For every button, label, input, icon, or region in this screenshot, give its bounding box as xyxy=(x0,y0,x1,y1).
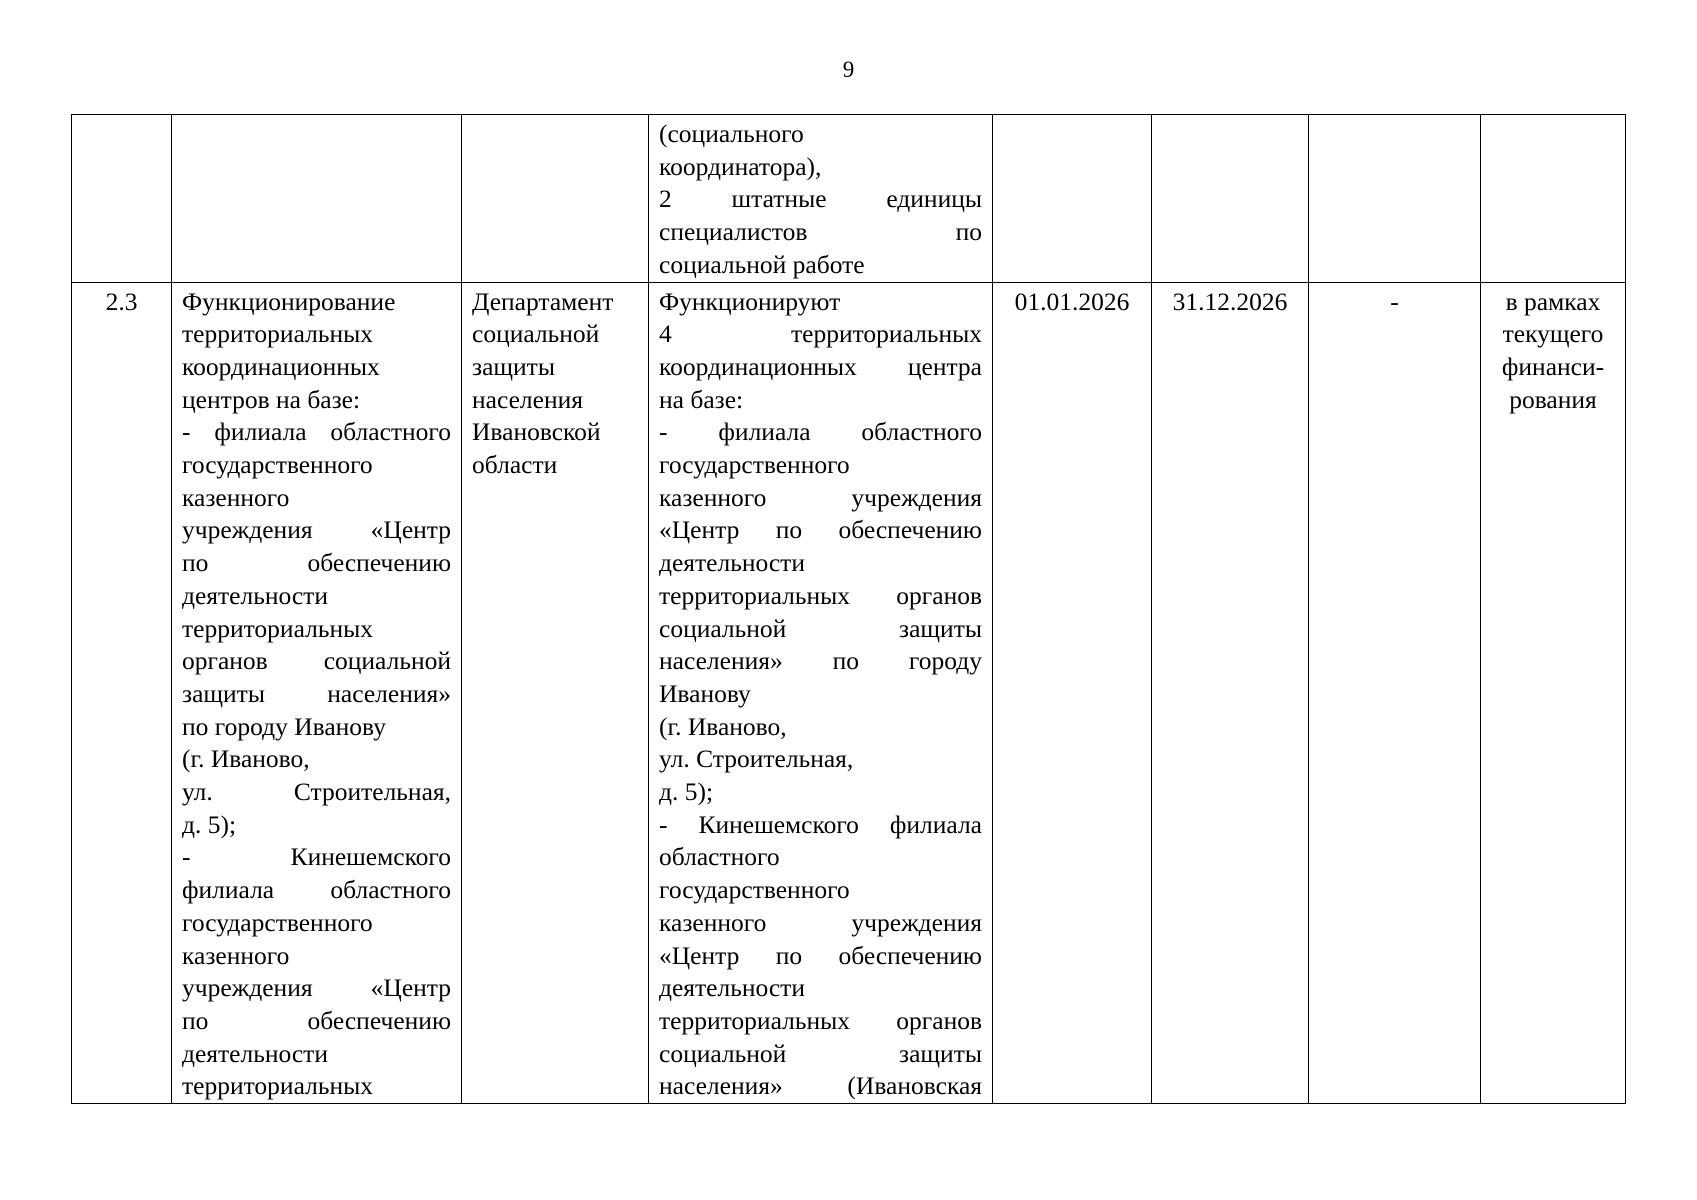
text-line: (социального xyxy=(659,119,804,148)
text-line: защиты населения» xyxy=(182,678,451,708)
text-line: специалистов по xyxy=(659,217,982,247)
table-row xyxy=(72,115,1626,283)
cell-funding-amount: - xyxy=(1309,282,1481,1104)
text-line: государственного xyxy=(182,907,373,937)
cell-result xyxy=(649,115,993,283)
cell-end-date: 31.12.2026 xyxy=(1152,282,1309,1104)
text-line: д. 5); xyxy=(659,777,714,807)
text-line: Функционирование xyxy=(182,286,396,316)
text-line: ул. Строительная, xyxy=(659,744,854,774)
text-line: территориальных xyxy=(182,613,373,643)
text-line: Ивановской xyxy=(472,417,601,447)
text-line: областного xyxy=(659,842,780,872)
text-line: по городу Иванову xyxy=(182,711,386,741)
text-line: области xyxy=(472,450,558,480)
text-line: «Центр по обеспечению xyxy=(659,515,982,545)
cell-result xyxy=(649,282,993,1104)
text-line: социальной xyxy=(472,319,600,349)
text-line: ул. Строительная, xyxy=(182,777,451,807)
text-line: на базе: xyxy=(659,384,744,414)
text-line: учреждения «Центр xyxy=(182,515,451,545)
document-table xyxy=(71,114,1626,1104)
text-line: (г. Иваново, xyxy=(659,711,787,741)
cell-end-date xyxy=(1152,115,1309,283)
text-line: координационных центра xyxy=(659,351,982,381)
cell-start-date: 01.01.2026 xyxy=(993,282,1152,1104)
text-line: государственного xyxy=(182,450,373,480)
text-line: казенного учреждения xyxy=(659,482,982,512)
text-line: финанси- xyxy=(1501,351,1605,381)
text-line: Иванову xyxy=(659,678,751,708)
text-line: «Центр по обеспечению xyxy=(659,940,982,970)
cell-number xyxy=(72,115,172,283)
text-line: населения xyxy=(472,384,583,414)
text-line: государственного xyxy=(659,450,850,480)
text-line: - филиала областного xyxy=(659,417,982,447)
text-line: 2 штатные единицы xyxy=(659,184,982,214)
text-line: по обеспечению xyxy=(182,548,451,578)
text-line: в рамках xyxy=(1505,286,1601,316)
text-line: территориальных органов xyxy=(659,580,982,610)
text-line: населения» (Ивановская xyxy=(659,1071,982,1101)
text-line: - Кинешемского xyxy=(182,842,451,872)
text-line: казенного xyxy=(182,482,290,512)
text-line: деятельности xyxy=(659,548,805,578)
cell-number: 2.3 xyxy=(72,282,172,1104)
cell-executor xyxy=(462,282,649,1104)
text-line: 4 территориальных xyxy=(659,319,982,349)
text-line: Департамент xyxy=(472,286,614,316)
cell-executor xyxy=(462,115,649,283)
cell-name xyxy=(172,282,462,1104)
text-line: деятельности xyxy=(182,580,328,610)
text-line: - филиала областного xyxy=(182,417,451,447)
text-line: социальной работе xyxy=(659,249,865,279)
text-line: государственного xyxy=(659,875,850,905)
text-line: по обеспечению xyxy=(182,1005,451,1035)
cell-start-date xyxy=(993,115,1152,283)
cell-funding-source xyxy=(1481,282,1626,1104)
text-line: казенного xyxy=(182,940,290,970)
text-line: (г. Иваново, xyxy=(182,744,310,774)
cell-funding-source xyxy=(1481,115,1626,283)
text-line: деятельности xyxy=(659,973,805,1003)
text-line: защиты xyxy=(472,351,555,381)
text-line: деятельности xyxy=(182,1038,328,1068)
text-line: казенного учреждения xyxy=(659,907,982,937)
text-line: Функционируют xyxy=(659,286,841,316)
text-line: учреждения «Центр xyxy=(182,973,451,1003)
text-line: координационных xyxy=(182,351,380,381)
text-line: текущего xyxy=(1502,319,1604,349)
text-line: координатора), xyxy=(659,151,822,181)
text-line: филиала областного xyxy=(182,875,451,905)
text-line: социальной защиты xyxy=(659,1038,982,1068)
text-line: территориальных xyxy=(182,1071,373,1101)
text-line: населения» по городу xyxy=(659,646,982,676)
text-line: социальной защиты xyxy=(659,613,982,643)
cell-name xyxy=(172,115,462,283)
table-row xyxy=(72,282,1626,1104)
page-number: 9 xyxy=(842,57,855,82)
text-line: территориальных xyxy=(182,319,373,349)
text-line: д. 5); xyxy=(182,809,237,839)
text-line: территориальных органов xyxy=(659,1005,982,1035)
cell-funding-amount xyxy=(1309,115,1481,283)
text-line: центров на базе: xyxy=(182,384,361,414)
text-line: органов социальной xyxy=(182,646,451,676)
text-line: - Кинешемского филиала xyxy=(659,809,982,839)
text-line: рования xyxy=(1509,384,1597,414)
